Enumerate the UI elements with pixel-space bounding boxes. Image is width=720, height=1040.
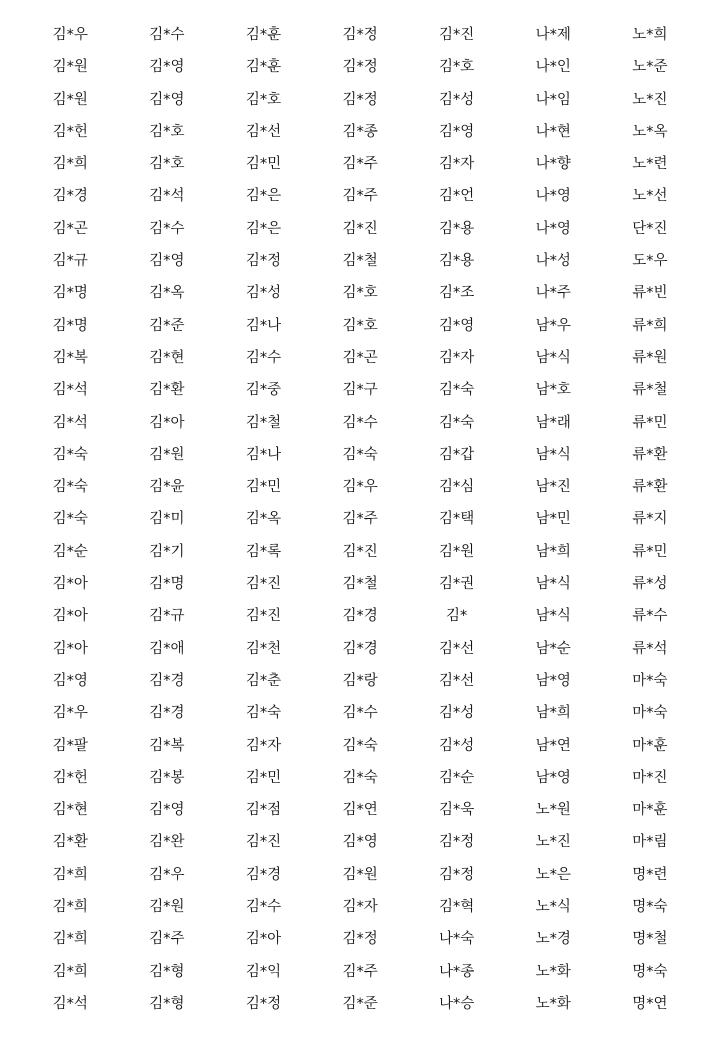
name-cell: 김*규 — [149, 608, 185, 625]
name-cell: 마*림 — [632, 834, 668, 851]
name-cell: 김*기 — [149, 543, 185, 560]
name-cell: 김*나 — [245, 317, 282, 334]
name-cell: 김*희 — [52, 931, 88, 948]
name-cell: 도*우 — [632, 253, 668, 270]
name-cell: 김*혁 — [439, 899, 475, 916]
name-cell: 김*명 — [52, 285, 88, 302]
name-cell: 김*수 — [342, 414, 378, 431]
name-cell: 김*경 — [149, 705, 185, 722]
name-cell: 김*미 — [149, 511, 185, 528]
name-cell: 김*민 — [245, 769, 282, 786]
name-cell: 김*민 — [245, 156, 282, 173]
name-cell: 김*중 — [245, 382, 282, 399]
name-cell: 김*우 — [342, 479, 378, 496]
name-cell: 명*연 — [632, 995, 668, 1012]
name-cell: 류*빈 — [632, 285, 668, 302]
name-cell: 김*희 — [52, 156, 88, 173]
name-cell: 김*원 — [342, 866, 378, 883]
name-cell: 남*호 — [535, 382, 571, 399]
name-cell: 김*옥 — [245, 511, 282, 528]
name-cell: 김*숙 — [439, 414, 475, 431]
name-cell: 마*숙 — [632, 705, 668, 722]
name-cell: 김*명 — [52, 317, 88, 334]
name-cell: 김*호 — [149, 123, 185, 140]
name-cell: 김*나 — [245, 446, 282, 463]
name-cell: 남*연 — [535, 737, 571, 754]
name-cell: 김*은 — [245, 188, 282, 205]
name-cell: 단*진 — [632, 220, 668, 237]
name-cell: 김*정 — [342, 931, 378, 948]
name-cell: 나*영 — [535, 188, 571, 205]
name-cell: 남*영 — [535, 672, 571, 689]
name-cell: 노*화 — [535, 963, 571, 980]
name-cell: 김*경 — [342, 640, 378, 657]
name-cell: 류*수 — [632, 608, 668, 625]
name-cell: 김*진 — [439, 27, 475, 43]
name-cell: 류*민 — [632, 414, 668, 431]
name-cell: 나*성 — [535, 253, 571, 270]
name-cell: 노*희 — [632, 27, 668, 43]
name-cell: 노*선 — [632, 188, 668, 205]
name-cell: 남*희 — [535, 543, 571, 560]
name-cell: 류*지 — [632, 511, 668, 528]
name-cell: 김*구 — [342, 382, 378, 399]
name-cell: 마*훈 — [632, 737, 668, 754]
name-cell: 남*우 — [535, 317, 571, 334]
name-cell: 남*영 — [535, 769, 571, 786]
name-cell: 나*주 — [535, 285, 571, 302]
name-cell: 김*규 — [52, 253, 88, 270]
name-cell: 김*숙 — [342, 769, 378, 786]
name-cell: 김*원 — [149, 446, 185, 463]
name-cell: 노*화 — [535, 995, 571, 1012]
name-cell: 김*용 — [439, 253, 475, 270]
name-cell: 김*헌 — [52, 123, 88, 140]
name-cell: 나*승 — [439, 995, 475, 1012]
name-cell: 명*철 — [632, 931, 668, 948]
name-cell: 김*록 — [245, 543, 282, 560]
name-cell: 남*민 — [535, 511, 571, 528]
name-cell: 김*숙 — [245, 705, 282, 722]
name-cell: 김*욱 — [439, 802, 475, 819]
name-cell: 류*환 — [632, 479, 668, 496]
name-cell: 나*종 — [439, 963, 475, 980]
name-cell: 김*성 — [439, 91, 475, 108]
name-cell: 김*경 — [342, 608, 378, 625]
name-cell: 김*숙 — [52, 511, 88, 528]
name-cell: 김*선 — [245, 123, 282, 140]
name-cell: 김*정 — [439, 866, 475, 883]
name-cell: 노*준 — [632, 59, 668, 76]
name-cell: 김*연 — [342, 802, 378, 819]
name-cell: 남*순 — [535, 640, 571, 657]
name-cell: 김*영 — [439, 123, 475, 140]
name-cell: 김*자 — [439, 349, 475, 366]
name-cell: 김*주 — [342, 511, 378, 528]
name-cell: 김*정 — [342, 91, 378, 108]
name-cell: 김*환 — [149, 382, 185, 399]
name-cell: 김*준 — [149, 317, 185, 334]
name-cell: 김*철 — [245, 414, 282, 431]
name-cell: 김*수 — [245, 349, 282, 366]
name-cell: 김*훈 — [245, 59, 282, 76]
name-cell: 김*석 — [149, 188, 185, 205]
name-cell: 김*호 — [342, 285, 378, 302]
name-cell: 김*진 — [245, 608, 282, 625]
name-cell: 류*민 — [632, 543, 668, 560]
name-cell: 명*숙 — [632, 963, 668, 980]
name-cell: 김*선 — [439, 640, 475, 657]
name-cell: 남*식 — [535, 446, 571, 463]
name-cell: 김*석 — [52, 382, 88, 399]
name-cell: 김*희 — [52, 899, 88, 916]
name-cell: 명*숙 — [632, 899, 668, 916]
name-cell: 김*은 — [245, 220, 282, 237]
name-cell: 김*복 — [52, 349, 88, 366]
name-cell: 김*희 — [52, 963, 88, 980]
name-cell: 김*숙 — [342, 737, 378, 754]
name-cell: 김*진 — [342, 220, 378, 237]
name-cell: 류*석 — [632, 640, 668, 657]
name-cell: 남*식 — [535, 576, 571, 593]
name-cell: 김*형 — [149, 963, 185, 980]
name-cell: 김*주 — [342, 963, 378, 980]
name-cell: 노*련 — [632, 156, 668, 173]
name-cell: 김*익 — [245, 963, 282, 980]
name-cell: 김*곤 — [52, 220, 88, 237]
name-cell: 김*수 — [149, 27, 185, 43]
name-cell: 김*권 — [439, 576, 475, 593]
name-cell: 김*자 — [245, 737, 282, 754]
name-cell: 김*호 — [245, 91, 282, 108]
name-cell: 김*진 — [245, 834, 282, 851]
name-cell: 류*철 — [632, 382, 668, 399]
name-cell: 김*종 — [342, 123, 378, 140]
name-cell: 김*철 — [342, 253, 378, 270]
name-cell: 김*점 — [245, 802, 282, 819]
name-cell: 나*제 — [535, 27, 571, 43]
name-cell: 김*현 — [52, 802, 88, 819]
name-cell: 노*원 — [535, 802, 571, 819]
name-cell: 김*자 — [342, 899, 378, 916]
name-cell: 김*명 — [149, 576, 185, 593]
name-cell: 김*민 — [245, 479, 282, 496]
name-cell: 김*춘 — [245, 672, 282, 689]
name-cell: 나*향 — [535, 156, 571, 173]
name-cell: 김*영 — [149, 253, 185, 270]
name-cell: 류*성 — [632, 576, 668, 593]
name-cell: 김*진 — [342, 543, 378, 560]
name-cell: 김*형 — [149, 995, 185, 1012]
name-cell: 노*은 — [535, 866, 571, 883]
name-cell: 류*희 — [632, 317, 668, 334]
name-cell: 김*현 — [149, 349, 185, 366]
name-cell: 김*완 — [149, 834, 185, 851]
name-cell: 마*훈 — [632, 802, 668, 819]
name-cell: 김*영 — [149, 802, 185, 819]
name-cell: 김*아 — [52, 640, 88, 657]
name-cell: 김*영 — [439, 317, 475, 334]
name-cell: 노*진 — [632, 91, 668, 108]
name-cell: 김*자 — [439, 156, 475, 173]
name-cell: 김*아 — [52, 576, 88, 593]
name-cell: 김*선 — [439, 672, 475, 689]
name-cell: 김*호 — [439, 59, 475, 76]
name-cell: 류*환 — [632, 446, 668, 463]
name-cell: 김*환 — [52, 834, 88, 851]
name-cell: 나*현 — [535, 123, 571, 140]
name-cell: 김*수 — [342, 705, 378, 722]
name-cell: 노*식 — [535, 899, 571, 916]
name-cell: 김*주 — [149, 931, 185, 948]
name-cell: 김*우 — [52, 705, 88, 722]
name-cell: 노*경 — [535, 931, 571, 948]
name-cell: 김*복 — [149, 737, 185, 754]
name-cell: 김*훈 — [245, 27, 282, 43]
name-cell: 김*조 — [439, 285, 475, 302]
name-cell: 김*윤 — [149, 479, 185, 496]
name-cell: 김*천 — [245, 640, 282, 657]
name-cell: 김*정 — [342, 59, 378, 76]
name-cell: 김*택 — [439, 511, 475, 528]
name-cell: 김*정 — [342, 27, 378, 43]
name-cell: 김*숙 — [342, 446, 378, 463]
name-cell: 김*언 — [439, 188, 475, 205]
name-cell: 김*원 — [52, 59, 88, 76]
name-cell: 김*수 — [245, 899, 282, 916]
name-cell: 김*아 — [245, 931, 282, 948]
name-cell: 김*우 — [52, 27, 88, 43]
name-cell: 김*숙 — [52, 479, 88, 496]
name-cell: 김*경 — [245, 866, 282, 883]
name-cell: 김*용 — [439, 220, 475, 237]
name-cell: 남*식 — [535, 349, 571, 366]
name-cell: 김*헌 — [52, 769, 88, 786]
name-cell: 김*봉 — [149, 769, 185, 786]
name-cell: 김*철 — [342, 576, 378, 593]
name-cell: 김*진 — [245, 576, 282, 593]
name-cell: 김* — [446, 608, 468, 625]
name-cell: 김*랑 — [342, 672, 378, 689]
name-cell: 김*원 — [149, 899, 185, 916]
name-cell: 김*호 — [342, 317, 378, 334]
name-cell: 남*식 — [535, 608, 571, 625]
name-cell: 김*경 — [149, 672, 185, 689]
name-cell: 노*옥 — [632, 123, 668, 140]
name-cell: 김*영 — [149, 91, 185, 108]
name-cell: 김*곤 — [342, 349, 378, 366]
name-cell: 나*영 — [535, 220, 571, 237]
name-cell: 김*성 — [439, 737, 475, 754]
name-cell: 김*주 — [342, 188, 378, 205]
name-cell: 김*정 — [439, 834, 475, 851]
name-cell: 김*수 — [149, 220, 185, 237]
name-cell: 나*인 — [535, 59, 571, 76]
name-cell: 마*숙 — [632, 672, 668, 689]
name-cell: 김*원 — [439, 543, 475, 560]
name-cell: 김*경 — [52, 188, 88, 205]
name-cell: 김*아 — [52, 608, 88, 625]
name-cell: 명*련 — [632, 866, 668, 883]
name-cell: 김*준 — [342, 995, 378, 1012]
name-cell: 김*순 — [439, 769, 475, 786]
name-cell: 김*석 — [52, 995, 88, 1012]
name-cell: 김*주 — [342, 156, 378, 173]
name-cell: 김*정 — [245, 995, 282, 1012]
name-cell: 김*영 — [149, 59, 185, 76]
name-cell: 김*희 — [52, 866, 88, 883]
name-cell: 김*옥 — [149, 285, 185, 302]
name-cell: 노*진 — [535, 834, 571, 851]
name-cell: 남*래 — [535, 414, 571, 431]
name-cell: 김*심 — [439, 479, 475, 496]
name-cell: 남*희 — [535, 705, 571, 722]
name-cell: 김*팔 — [52, 737, 88, 754]
name-cell: 김*애 — [149, 640, 185, 657]
name-cell: 김*원 — [52, 91, 88, 108]
name-cell: 김*성 — [245, 285, 282, 302]
name-cell: 김*아 — [149, 414, 185, 431]
name-cell: 김*성 — [439, 705, 475, 722]
name-cell: 김*갑 — [439, 446, 475, 463]
name-cell: 김*석 — [52, 414, 88, 431]
name-list-grid — [22, 19, 698, 1020]
name-cell: 남*진 — [535, 479, 571, 496]
name-cell: 김*영 — [52, 672, 88, 689]
name-cell: 나*임 — [535, 91, 571, 108]
name-cell: 나*숙 — [439, 931, 475, 948]
name-cell: 김*영 — [342, 834, 378, 851]
name-cell: 김*호 — [149, 156, 185, 173]
name-cell: 김*숙 — [52, 446, 88, 463]
name-cell: 마*진 — [632, 769, 668, 786]
name-cell: 김*우 — [149, 866, 185, 883]
name-cell: 김*숙 — [439, 382, 475, 399]
name-cell: 김*정 — [245, 253, 282, 270]
name-cell: 김*순 — [52, 543, 88, 560]
name-cell: 류*원 — [632, 349, 668, 366]
